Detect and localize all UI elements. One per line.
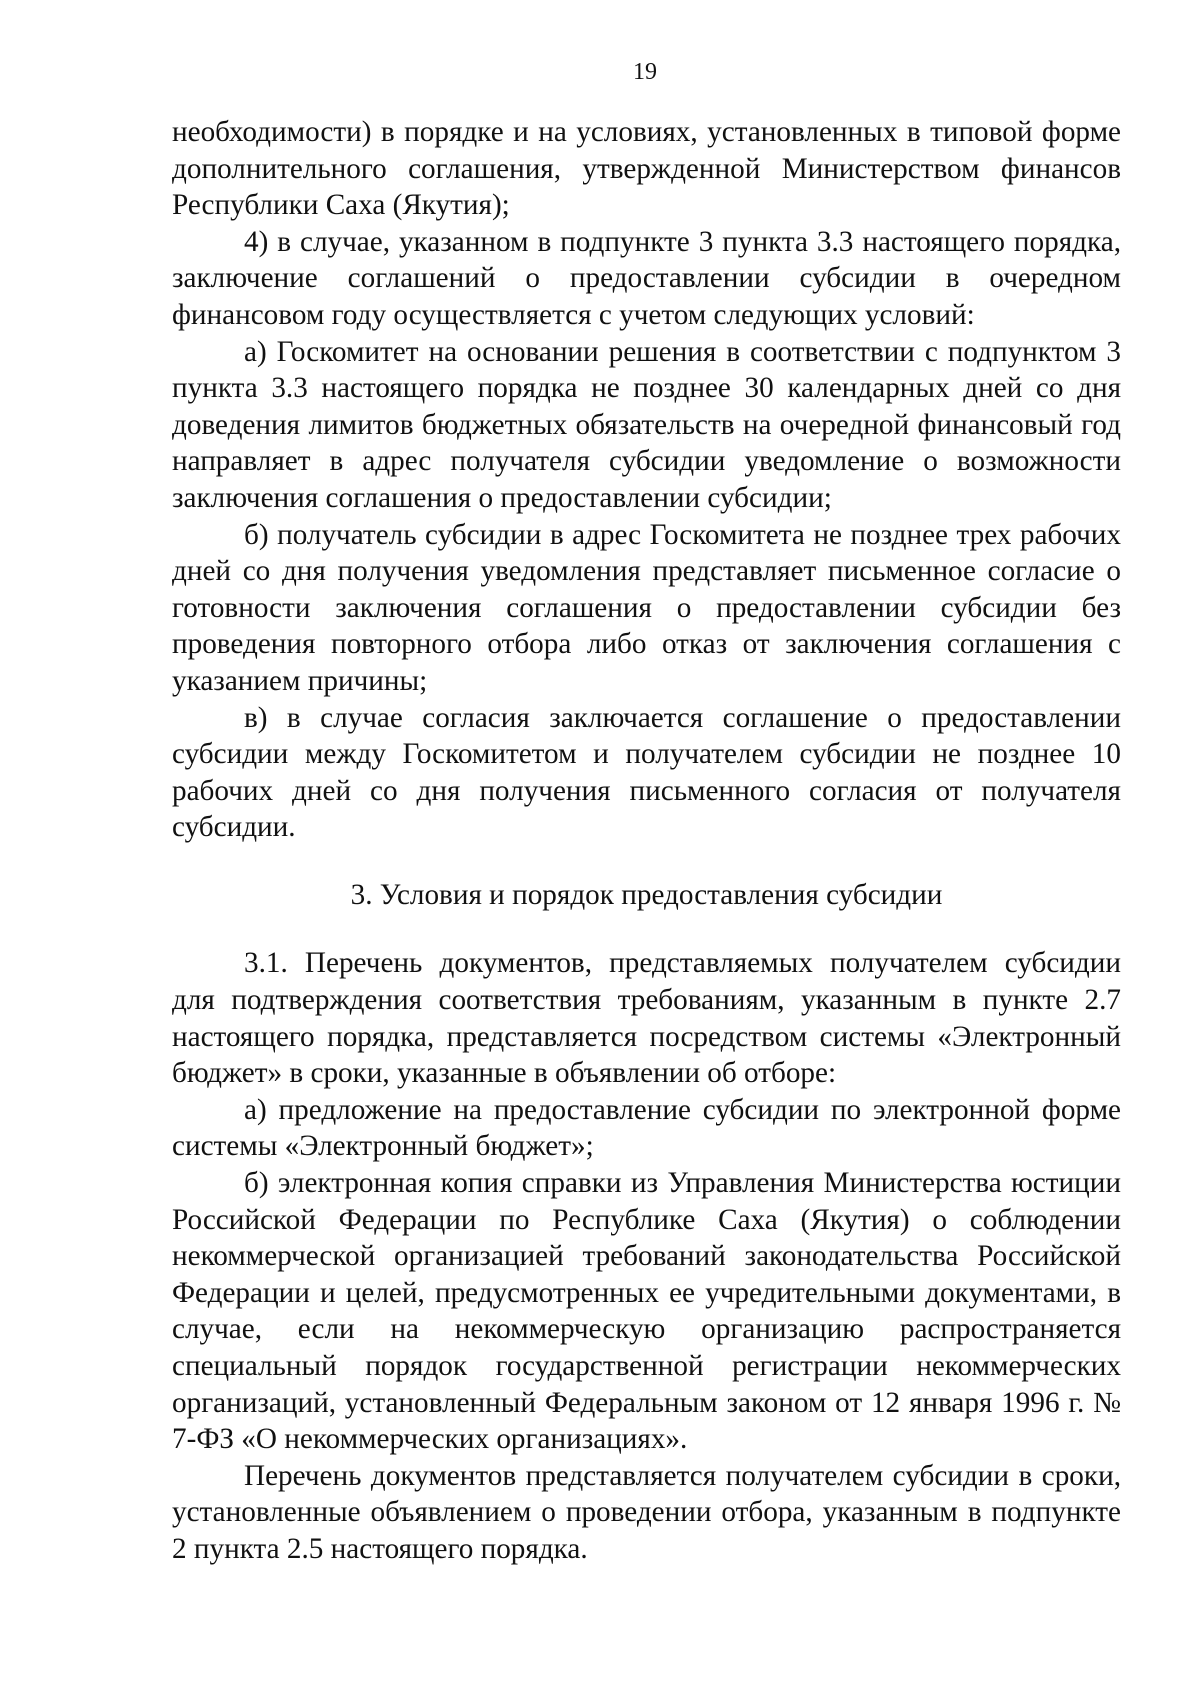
paragraph-3-1-deadline: Перечень документов представляется получателем субсидии в сроки, установленные объявлением о проведении отбора, указанным в подпункте 2 пункта 2.5 настоящего порядка. <box>172 1459 1121 1565</box>
page-number: 19 <box>633 59 657 85</box>
section-heading: 3. Условия и порядок предоставления субсидии <box>350 878 943 911</box>
paragraph-3-1: 3.1. Перечень документов, представляемых получателем субсидии для подтверждения соответствия требованиям, указанным в пункте 2.7 настоящего порядка, представляется посредством системы «Электронный бюджет» в сроки, указанные в объявлении об отборе: <box>172 947 1121 1090</box>
paragraph-continuation: необходимости) в порядке и на условиях, установленных в типовой форме дополнительного соглашения, утвержденной Министерством финансов Республики Саха (Якутия); <box>172 116 1121 222</box>
paragraph-item-4: 4) в случае, указанном в подпункте 3 пункта 3.3 настоящего порядка, заключение соглашений о предоставлении субсидии в очередном финансовом году осуществляется с учетом следующих условий: <box>172 225 1121 331</box>
document-body <box>172 114 1121 1568</box>
paragraph-item-b: б) получатель субсидии в адрес Госкомитета не позднее трех рабочих дней со дня получения уведомления представляет письменное согласие о готовности заключения соглашения о предоставлении субсидии без проведения повторного отбора либо отказ от заключения соглашения с указанием причины; <box>172 518 1121 697</box>
paragraph-3-1-b: б) электронная копия справки из Управления Министерства юстиции Российской Федерации по Республике Саха (Якутия) о соблюдении некоммерческой организацией требований законодательства Российской Федерации и целей, предусмотренных ее учредительными документами, в случае, если на некоммерческую организацию распространяется специальный порядок государственной регистрации некоммерческих организаций, установленный Федеральным законом от 12 января 1996 г. № 7-ФЗ «О некоммерческих организациях». <box>172 1167 1121 1456</box>
paragraph-3-1-a: а) предложение на предоставление субсидии по электронной форме системы «Электронный бюджет»; <box>172 1093 1121 1163</box>
paragraph-item-v: в) в случае согласия заключается соглашение о предоставлении субсидии между Госкомитетом и получателем субсидии не позднее 10 рабочих дней со дня получения письменного согласия от получателя субсидии. <box>172 701 1121 844</box>
paragraph-item-a: а) Госкомитет на основании решения в соответствии с подпунктом 3 пункта 3.3 настоящего порядка не позднее 30 календарных дней со дня доведения лимитов бюджетных обязательств на очередной финансовый год направляет в адрес получателя субсидии уведомление о возможности заключения соглашения о предоставлении субсидии; <box>172 335 1121 514</box>
